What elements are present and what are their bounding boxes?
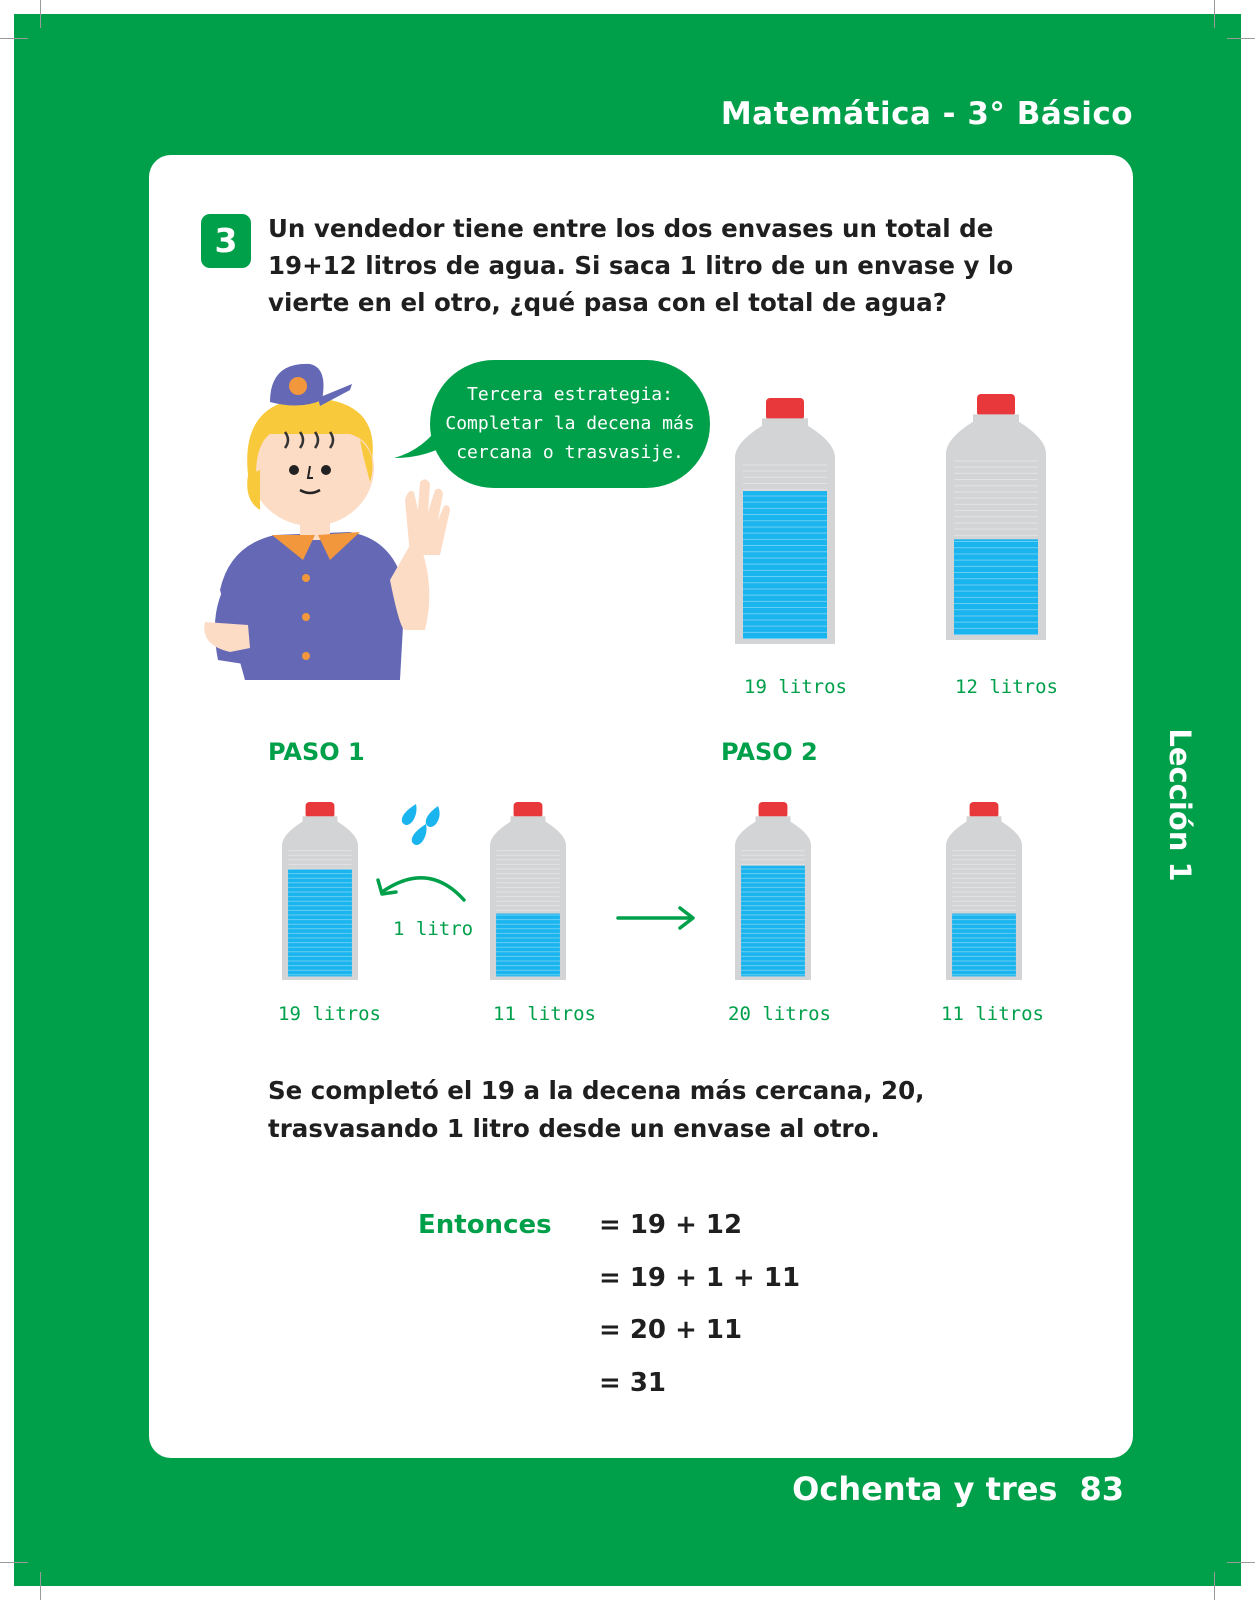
crop-mark	[40, 0, 41, 28]
paso-2-title: PASO 2	[721, 738, 818, 766]
crop-mark	[1214, 0, 1215, 28]
vendor-character-illustration	[200, 360, 460, 700]
bottle-label: 11 litros	[941, 1003, 1044, 1025]
transfer-label: 1 litro	[393, 918, 474, 940]
equation-line: = 31	[599, 1368, 667, 1398]
crop-mark	[0, 38, 28, 39]
curved-arrow-icon	[372, 868, 470, 906]
water-bottle	[490, 802, 566, 982]
bottle-label: 19 litros	[278, 1003, 381, 1025]
bottle-label: 19 litros	[744, 676, 847, 698]
equation-line: = 20 + 11	[599, 1315, 743, 1345]
page-number-words: Ochenta y tres	[792, 1470, 1058, 1508]
page-number: 83	[1079, 1470, 1124, 1508]
bottle-water	[952, 914, 1016, 977]
speech-bubble	[430, 360, 710, 488]
bottle-water	[288, 869, 352, 976]
water-drops-icon	[396, 802, 448, 850]
bottle-cap	[514, 802, 543, 818]
water-bottle	[946, 802, 1022, 982]
bottle-cap	[977, 394, 1015, 416]
equation-line: = 19 + 12	[599, 1210, 743, 1240]
bottle-cap	[759, 802, 788, 818]
bottle-cap	[766, 398, 804, 420]
crop-mark	[1227, 38, 1255, 39]
crop-mark	[1214, 1572, 1215, 1600]
water-bottle	[282, 802, 358, 982]
water-bottle	[735, 398, 835, 646]
water-bottle	[735, 802, 811, 982]
bottle-cap	[306, 802, 335, 818]
speech-bubble-line: Tercera estrategia:	[467, 384, 673, 405]
bottle-water	[743, 491, 827, 639]
exercise-number-badge: 3	[201, 214, 251, 268]
bottle-water	[496, 914, 560, 977]
lesson-side-tab	[1132, 730, 1227, 880]
crop-mark	[40, 1572, 41, 1600]
bottle-label: 11 litros	[493, 1003, 596, 1025]
bottle-label: 12 litros	[955, 676, 1058, 698]
crop-mark	[1227, 1562, 1255, 1563]
crop-mark	[0, 1562, 28, 1563]
conclusion-text: Se completó el 19 a la decena más cercana, 20, trasvasando 1 litro desde un envase al otro.	[268, 1076, 925, 1143]
bottle-cap	[970, 802, 999, 818]
water-bottle	[946, 394, 1046, 642]
paso-1-title: PASO 1	[268, 738, 365, 766]
lesson-side-tab-label: Lección 1	[1162, 728, 1197, 882]
header-title: Matemática - 3° Básico	[720, 96, 1133, 132]
equations-label: Entonces	[418, 1210, 552, 1240]
page-footer	[792, 1470, 1124, 1508]
right-arrow-icon	[614, 904, 700, 932]
speech-bubble-line: Completar la decena más	[445, 413, 695, 434]
bottle-label: 20 litros	[728, 1003, 831, 1025]
exercise-question: Un vendedor tiene entre los dos envases un total de 19+12 litros de agua. Si saca 1 litro de un envase y lo vierte en el otro, ¿qué pasa con el total de agua?	[268, 214, 1014, 317]
equation-line: = 19 + 1 + 11	[599, 1263, 801, 1293]
speech-bubble-line: cercana o trasvasije.	[456, 442, 684, 463]
